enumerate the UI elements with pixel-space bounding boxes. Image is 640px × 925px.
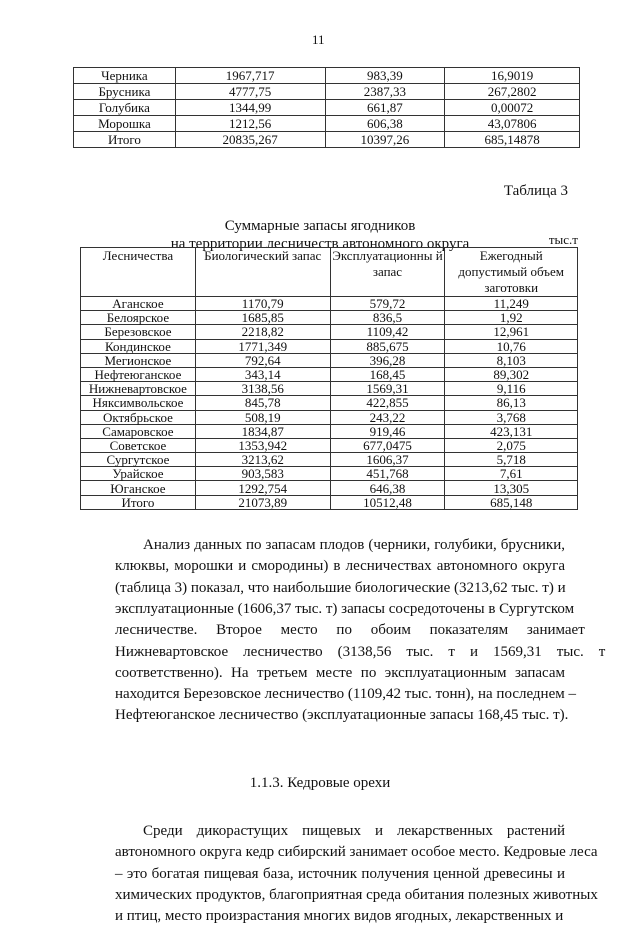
table-cell: Березовское [81,325,196,339]
table-row [81,424,578,438]
table-cell: 7,61 [445,467,578,481]
table-row [81,325,578,339]
table-cell: 1344,99 [175,100,325,116]
table-row [81,311,578,325]
table-cell: 422,855 [330,396,445,410]
table-cell: 9,116 [445,382,578,396]
table-cell: Морошка [74,116,176,132]
table-cell: 21073,89 [195,495,330,509]
table-cell: 1771,349 [195,339,330,353]
table-cell: 685,148 [445,495,578,509]
table-row [81,438,578,452]
table-cell: Кондинское [81,339,196,353]
table-cell: 396,28 [330,353,445,367]
table-cell: 10512,48 [330,495,445,509]
text-line: – это богатая пищевая база, источник получения ценной древесины и [115,865,565,882]
table-row [74,84,580,100]
table-cell: 508,19 [195,410,330,424]
text-line: лесничестве. Второе место по обоим показателям занимает [115,622,585,639]
text-line: клюквы, морошки и смородины) в лесничествах автономного округа [115,558,565,575]
table-cell: Октябрьское [81,410,196,424]
table-cell: 13,305 [445,481,578,495]
table-cell: Итого [81,495,196,509]
section-heading: 1.1.3. Кедровые орехи [249,775,391,791]
col-header-annual-allowable: Ежегодный допустимый объем заготовки [445,248,578,297]
table-cell: 1109,42 [330,325,445,339]
table-row [81,297,578,311]
table-row [81,495,578,509]
table-cell: Белоярское [81,311,196,325]
text-line: Нефтеюганское лесничество (эксплуатационные запасы 168,45 тыс. т). [115,707,569,724]
table-cell: 1569,31 [330,382,445,396]
table-cell: 11,249 [445,297,578,311]
table-cell: 3138,56 [195,382,330,396]
table-cell: 1170,79 [195,297,330,311]
text-line: Анализ данных по запасам плодов (черники, голубики, брусники, [143,537,565,553]
text-line: химических продуктов, благоприятная среда обитания полезных животных [115,886,598,903]
table-cell: 845,78 [195,396,330,410]
table-cell: 606,38 [325,116,445,132]
table-cell: 423,131 [445,424,578,438]
table-row [81,467,578,481]
table-cell: 2387,33 [325,84,445,100]
table-cell: 1606,37 [330,453,445,467]
table-cell: 2218,82 [195,325,330,339]
table-cell: Няксимвольское [81,396,196,410]
table-cell: 1967,717 [175,68,325,84]
table-row [74,100,580,116]
table-cell: 43,07806 [445,116,580,132]
page-number: 11 [312,32,325,47]
table-cell: Мегионское [81,353,196,367]
text-line: Среди дикорастущих пищевых и лекарственных растений [143,823,565,839]
table-label: Таблица 3 [503,183,568,199]
table-cell: Юганское [81,481,196,495]
table-cell: 4777,75 [175,84,325,100]
text-line: автономного округа кедр сибирский занимает особое место. Кедровые леса [115,844,598,861]
table-cell: 0,00072 [445,100,580,116]
table-unit: тыс.т [548,232,578,247]
table-row [81,353,578,367]
table-row [81,382,578,396]
text-line: находится Березовское лесничество (1109,42 тыс. тонн), на последнем – [115,686,576,703]
table-cell: 86,13 [445,396,578,410]
table-title-line2: на территории лесничеств автономного округа [170,236,470,252]
table-cell: 8,103 [445,353,578,367]
table-cell: Брусника [74,84,176,100]
table-cell: 10397,26 [325,132,445,148]
table-cell: Нефтеюганское [81,367,196,381]
table-cell: 836,5 [330,311,445,325]
text-line: эксплуатационные (1606,37 тыс. т) запасы сосредоточены в Сургутском [115,600,575,617]
table-cell: 1834,87 [195,424,330,438]
table-cell: 3,768 [445,410,578,424]
text-line: и птиц, место произрастания многих видов ягодных, лекарственных и [115,908,564,925]
table-row [81,453,578,467]
table-cell: Самаровское [81,424,196,438]
table-cell: 903,583 [195,467,330,481]
table-cell: Аганское [81,297,196,311]
table-row [81,410,578,424]
table-cell: 12,961 [445,325,578,339]
berries-table-continued [73,67,580,148]
table-cell: Сургутское [81,453,196,467]
table-title-line1: Суммарные запасы ягодников [224,218,416,234]
col-header-biological: Биологический запас [195,248,330,297]
table-cell: 885,675 [330,339,445,353]
forestry-berry-reserves-table [80,247,578,510]
table-cell: Советское [81,438,196,452]
table-cell: 89,302 [445,367,578,381]
table-cell: 792,64 [195,353,330,367]
table-row [81,367,578,381]
table-cell: 661,87 [325,100,445,116]
table-cell: 579,72 [330,297,445,311]
table-cell: Нижневартовское [81,382,196,396]
table-cell: 983,39 [325,68,445,84]
table-cell: 685,14878 [445,132,580,148]
table-cell: 1292,754 [195,481,330,495]
table-cell: 10,76 [445,339,578,353]
table-cell: Урайское [81,467,196,481]
text-line: (таблица 3) показал, что наибольшие биологические (3213,62 тыс. т) и [115,579,566,596]
table-row [81,481,578,495]
table-row [81,339,578,353]
table-cell: 243,22 [330,410,445,424]
table-cell: 168,45 [330,367,445,381]
table-cell: Черника [74,68,176,84]
table-cell: 1685,85 [195,311,330,325]
table-cell: 2,075 [445,438,578,452]
table-cell: 3213,62 [195,453,330,467]
table-cell: 919,46 [330,424,445,438]
table-cell: 5,718 [445,453,578,467]
text-line: Нижневартовское лесничество (3138,56 тыс. т и 1569,31 тыс. т [115,643,606,660]
table-cell: Голубика [74,100,176,116]
table-cell: 343,14 [195,367,330,381]
table-row [74,132,580,148]
col-header-exploitable: Эксплуатационны й запас [330,248,445,297]
col-header-forestry: Лесничества [81,248,196,297]
text-line: соответственно). На третьем месте по эксплуатационным запасам [115,664,565,681]
table-cell: 1212,56 [175,116,325,132]
table-cell: 16,9019 [445,68,580,84]
table-cell: 1353,942 [195,438,330,452]
table-cell: Итого [74,132,176,148]
table-cell: 1,92 [445,311,578,325]
table-row [81,396,578,410]
table-cell: 646,38 [330,481,445,495]
table-row [74,116,580,132]
table-cell: 451,768 [330,467,445,481]
table-cell: 267,2802 [445,84,580,100]
table-row [74,68,580,84]
table-cell: 20835,267 [175,132,325,148]
table-cell: 677,0475 [330,438,445,452]
